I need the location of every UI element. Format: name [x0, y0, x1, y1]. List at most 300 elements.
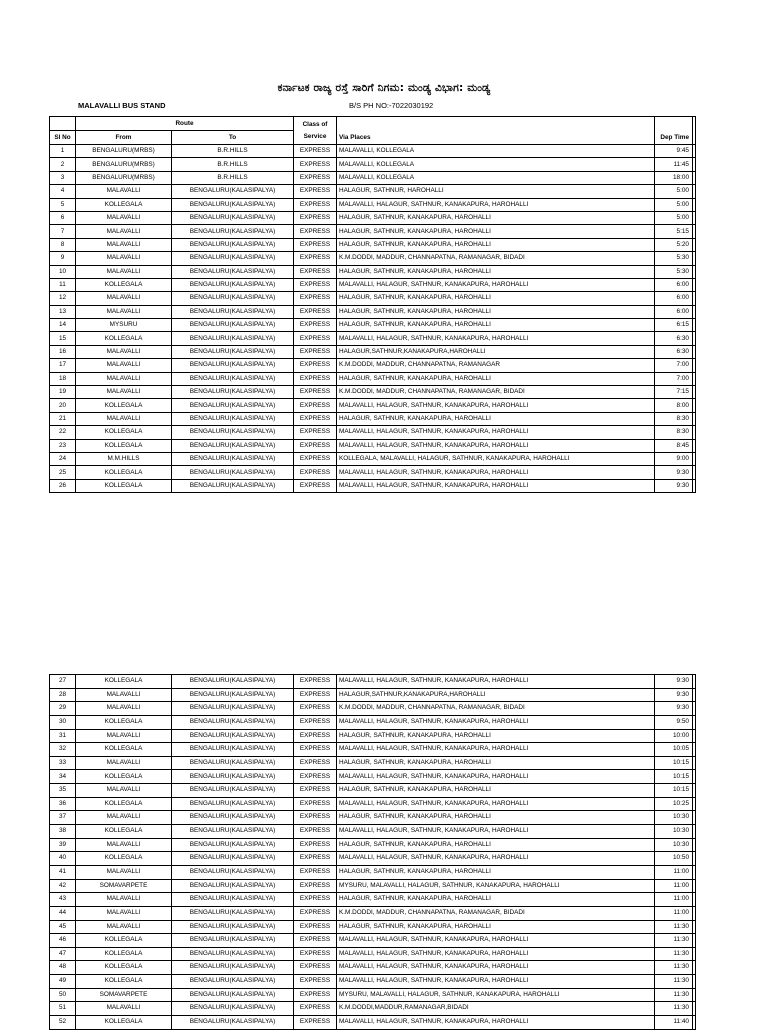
cell-sl: 13: [50, 305, 76, 318]
table-row: [50, 825, 696, 839]
cell-to: BENGALURU(KALASIPALYA): [172, 920, 294, 934]
table-row: [50, 252, 696, 265]
cell-to: BENGALURU(KALASIPALYA): [172, 238, 294, 251]
cell-via: MALAVALLI, KOLLEGALA: [337, 158, 655, 171]
cell-to: BENGALURU(KALASIPALYA): [172, 729, 294, 743]
cell-dep: 11:00: [655, 865, 693, 879]
table-row: [50, 452, 696, 465]
cell-from: KOLLEGALA: [76, 1016, 172, 1030]
cell-via: MALAVALLI, HALAGUR, SATHNUR, KANAKAPURA, HAROHALLI: [337, 479, 655, 492]
cell-edge: [693, 865, 696, 879]
cell-dep: 10:05: [655, 743, 693, 757]
table-row: [50, 278, 696, 291]
cell-to: BENGALURU(KALASIPALYA): [172, 756, 294, 770]
cell-cls: EXPRESS: [294, 185, 337, 198]
cell-to: BENGALURU(KALASIPALYA): [172, 797, 294, 811]
cell-edge: [693, 292, 696, 305]
cell-dep: 6:00: [655, 305, 693, 318]
cell-dep: 11:30: [655, 961, 693, 975]
cell-sl: 44: [50, 906, 76, 920]
header-route: Route: [76, 117, 294, 131]
cell-to: BENGALURU(KALASIPALYA): [172, 319, 294, 332]
cell-dep: 10:15: [655, 784, 693, 798]
cell-sl: 7: [50, 225, 76, 238]
cell-sl: 19: [50, 386, 76, 399]
cell-dep: 9:30: [655, 675, 693, 689]
table-row: [50, 770, 696, 784]
cell-from: MALAVALLI: [76, 386, 172, 399]
table-row: [50, 988, 696, 1002]
cell-edge: [693, 439, 696, 452]
cell-dep: 9:30: [655, 479, 693, 492]
cell-via: KOLLEGALA, MALAVALLI, HALAGUR, SATHNUR, KANAKAPURA, HAROHALLI: [337, 452, 655, 465]
cell-cls: EXPRESS: [294, 906, 337, 920]
header-sl: Sl No: [50, 131, 76, 145]
cell-via: HALAGUR,SATHNUR,KANAKAPURA,HAROHALLI: [337, 688, 655, 702]
cell-sl: 47: [50, 947, 76, 961]
cell-dep: 11:00: [655, 906, 693, 920]
cell-from: KOLLEGALA: [76, 439, 172, 452]
cell-edge: [693, 399, 696, 412]
cell-dep: 9:30: [655, 702, 693, 716]
cell-via: MALAVALLI, HALAGUR, SATHNUR, KANAKAPURA, HAROHALLI: [337, 1016, 655, 1030]
cell-from: MALAVALLI: [76, 1002, 172, 1016]
cell-edge: [693, 466, 696, 479]
cell-to: BENGALURU(KALASIPALYA): [172, 961, 294, 975]
table-row: [50, 412, 696, 425]
cell-dep: 10:25: [655, 797, 693, 811]
cell-to: BENGALURU(KALASIPALYA): [172, 825, 294, 839]
cell-sl: 35: [50, 784, 76, 798]
cell-sl: 17: [50, 359, 76, 372]
cell-via: MALAVALLI, KOLLEGALA: [337, 171, 655, 184]
cell-sl: 24: [50, 452, 76, 465]
cell-cls: EXPRESS: [294, 688, 337, 702]
cell-cls: EXPRESS: [294, 947, 337, 961]
cell-to: BENGALURU(KALASIPALYA): [172, 852, 294, 866]
cell-sl: 27: [50, 675, 76, 689]
cell-via: K.M.DODDI,MADDUR,RAMANAGAR,BIDADI: [337, 1002, 655, 1016]
table-row: [50, 479, 696, 492]
cell-edge: [693, 426, 696, 439]
cell-via: HALAGUR, SATHNUR, KANAKAPURA, HAROHALLI: [337, 265, 655, 278]
cell-cls: EXPRESS: [294, 1016, 337, 1030]
cell-sl: 50: [50, 988, 76, 1002]
cell-cls: EXPRESS: [294, 359, 337, 372]
cell-cls: EXPRESS: [294, 305, 337, 318]
cell-edge: [693, 211, 696, 224]
cell-from: KOLLEGALA: [76, 426, 172, 439]
table-row: [50, 947, 696, 961]
table-row: [50, 975, 696, 989]
cell-to: BENGALURU(KALASIPALYA): [172, 688, 294, 702]
cell-sl: 49: [50, 975, 76, 989]
cell-sl: 32: [50, 743, 76, 757]
cell-dep: 8:00: [655, 399, 693, 412]
cell-edge: [693, 688, 696, 702]
cell-sl: 52: [50, 1016, 76, 1030]
cell-dep: 10:50: [655, 852, 693, 866]
cell-sl: 43: [50, 893, 76, 907]
header-edge: [693, 117, 696, 145]
cell-from: BENGALURU(MRBS): [76, 158, 172, 171]
cell-from: MALAVALLI: [76, 211, 172, 224]
cell-dep: 9:45: [655, 145, 693, 158]
cell-cls: EXPRESS: [294, 466, 337, 479]
cell-to: BENGALURU(KALASIPALYA): [172, 452, 294, 465]
cell-to: BENGALURU(KALASIPALYA): [172, 292, 294, 305]
cell-to: BENGALURU(KALASIPALYA): [172, 386, 294, 399]
cell-sl: 11: [50, 278, 76, 291]
cell-dep: 9:00: [655, 452, 693, 465]
cell-via: MALAVALLI, HALAGUR, SATHNUR, KANAKAPURA, HAROHALLI: [337, 399, 655, 412]
cell-via: MALAVALLI, HALAGUR, SATHNUR, KANAKAPURA, HAROHALLI: [337, 797, 655, 811]
cell-dep: 10:00: [655, 729, 693, 743]
cell-to: BENGALURU(KALASIPALYA): [172, 906, 294, 920]
table-row: [50, 797, 696, 811]
cell-from: MALAVALLI: [76, 729, 172, 743]
cell-via: MALAVALLI, HALAGUR, SATHNUR, KANAKAPURA, HAROHALLI: [337, 934, 655, 948]
cell-to: BENGALURU(KALASIPALYA): [172, 743, 294, 757]
header-class-line2: Service: [303, 132, 327, 140]
cell-cls: EXPRESS: [294, 811, 337, 825]
cell-edge: [693, 412, 696, 425]
cell-sl: 16: [50, 345, 76, 358]
cell-via: HALAGUR, SATHNUR, KANAKAPURA, HAROHALLI: [337, 729, 655, 743]
cell-from: MALAVALLI: [76, 305, 172, 318]
table-row: [50, 466, 696, 479]
cell-edge: [693, 319, 696, 332]
cell-sl: 29: [50, 702, 76, 716]
table-row: [50, 372, 696, 385]
cell-to: BENGALURU(KALASIPALYA): [172, 934, 294, 948]
cell-sl: 2: [50, 158, 76, 171]
table-row: [50, 185, 696, 198]
cell-to: BENGALURU(KALASIPALYA): [172, 439, 294, 452]
cell-sl: 21: [50, 412, 76, 425]
cell-edge: [693, 238, 696, 251]
cell-from: KOLLEGALA: [76, 743, 172, 757]
cell-cls: EXPRESS: [294, 1002, 337, 1016]
cell-from: MALAVALLI: [76, 238, 172, 251]
cell-edge: [693, 158, 696, 171]
cell-edge: [693, 825, 696, 839]
cell-edge: [693, 906, 696, 920]
table-row: [50, 386, 696, 399]
cell-from: MALAVALLI: [76, 702, 172, 716]
cell-via: K.M.DODDI, MADDUR, CHANNAPATNA, RAMANAGAR, BIDADI: [337, 252, 655, 265]
table-row: [50, 743, 696, 757]
cell-dep: 7:00: [655, 359, 693, 372]
cell-from: MALAVALLI: [76, 865, 172, 879]
cell-via: MALAVALLI, HALAGUR, SATHNUR, KANAKAPURA, HAROHALLI: [337, 770, 655, 784]
cell-dep: 11:00: [655, 879, 693, 893]
cell-cls: EXPRESS: [294, 345, 337, 358]
cell-via: HALAGUR, SATHNUR, KANAKAPURA, HAROHALLI: [337, 225, 655, 238]
cell-from: BENGALURU(MRBS): [76, 171, 172, 184]
cell-via: MALAVALLI, HALAGUR, SATHNUR, KANAKAPURA, HAROHALLI: [337, 426, 655, 439]
cell-sl: 15: [50, 332, 76, 345]
cell-from: KOLLEGALA: [76, 332, 172, 345]
cell-dep: 6:00: [655, 278, 693, 291]
header-blank: [50, 117, 76, 131]
cell-to: B.R.HILLS: [172, 158, 294, 171]
cell-dep: 10:30: [655, 838, 693, 852]
cell-to: BENGALURU(KALASIPALYA): [172, 399, 294, 412]
cell-edge: [693, 1002, 696, 1016]
cell-sl: 14: [50, 319, 76, 332]
cell-to: BENGALURU(KALASIPALYA): [172, 252, 294, 265]
cell-via: K.M.DODDI, MADDUR, CHANNAPATNA, RAMANAGAR, BIDADI: [337, 702, 655, 716]
cell-from: KOLLEGALA: [76, 961, 172, 975]
table-row: [50, 838, 696, 852]
table-row: [50, 439, 696, 452]
cell-dep: 11:30: [655, 947, 693, 961]
cell-to: BENGALURU(KALASIPALYA): [172, 865, 294, 879]
table-row: [50, 893, 696, 907]
cell-dep: 5:00: [655, 185, 693, 198]
cell-to: BENGALURU(KALASIPALYA): [172, 345, 294, 358]
cell-to: B.R.HILLS: [172, 171, 294, 184]
cell-dep: 8:30: [655, 426, 693, 439]
cell-sl: 18: [50, 372, 76, 385]
cell-cls: EXPRESS: [294, 975, 337, 989]
cell-sl: 9: [50, 252, 76, 265]
cell-sl: 51: [50, 1002, 76, 1016]
cell-via: MALAVALLI, KOLLEGALA: [337, 145, 655, 158]
cell-to: BENGALURU(KALASIPALYA): [172, 1002, 294, 1016]
cell-sl: 26: [50, 479, 76, 492]
header-via-top: [337, 117, 655, 131]
cell-cls: EXPRESS: [294, 145, 337, 158]
cell-edge: [693, 359, 696, 372]
cell-via: HALAGUR, SATHNUR, HAROHALLI: [337, 185, 655, 198]
cell-sl: 12: [50, 292, 76, 305]
cell-to: BENGALURU(KALASIPALYA): [172, 675, 294, 689]
cell-cls: EXPRESS: [294, 292, 337, 305]
cell-to: BENGALURU(KALASIPALYA): [172, 372, 294, 385]
cell-via: MALAVALLI, HALAGUR, SATHNUR, KANAKAPURA, HAROHALLI: [337, 278, 655, 291]
table-row: [50, 715, 696, 729]
cell-dep: 6:00: [655, 292, 693, 305]
table-row: [50, 171, 696, 184]
cell-dep: 9:30: [655, 466, 693, 479]
header-from: From: [76, 131, 172, 145]
cell-to: BENGALURU(KALASIPALYA): [172, 702, 294, 716]
cell-edge: [693, 729, 696, 743]
cell-edge: [693, 675, 696, 689]
cell-via: MALAVALLI, HALAGUR, SATHNUR, KANAKAPURA, HAROHALLI: [337, 439, 655, 452]
cell-sl: 40: [50, 852, 76, 866]
cell-sl: 45: [50, 920, 76, 934]
cell-from: MALAVALLI: [76, 372, 172, 385]
cell-cls: EXPRESS: [294, 452, 337, 465]
cell-cls: EXPRESS: [294, 211, 337, 224]
cell-cls: EXPRESS: [294, 702, 337, 716]
cell-from: KOLLEGALA: [76, 715, 172, 729]
cell-sl: 5: [50, 198, 76, 211]
cell-to: BENGALURU(KALASIPALYA): [172, 838, 294, 852]
cell-cls: EXPRESS: [294, 426, 337, 439]
cell-edge: [693, 332, 696, 345]
cell-to: BENGALURU(KALASIPALYA): [172, 947, 294, 961]
table-row: [50, 158, 696, 171]
cell-edge: [693, 879, 696, 893]
cell-from: MALAVALLI: [76, 893, 172, 907]
cell-cls: EXPRESS: [294, 988, 337, 1002]
cell-sl: 42: [50, 879, 76, 893]
table-row: [50, 292, 696, 305]
cell-to: BENGALURU(KALASIPALYA): [172, 359, 294, 372]
cell-sl: 34: [50, 770, 76, 784]
cell-via: MALAVALLI, HALAGUR, SATHNUR, KANAKAPURA, HAROHALLI: [337, 961, 655, 975]
cell-via: MALAVALLI, HALAGUR, SATHNUR, KANAKAPURA, HAROHALLI: [337, 975, 655, 989]
cell-cls: EXPRESS: [294, 825, 337, 839]
cell-cls: EXPRESS: [294, 729, 337, 743]
cell-edge: [693, 372, 696, 385]
cell-edge: [693, 756, 696, 770]
header-dep: Dep Time: [655, 131, 693, 145]
table-row: [50, 920, 696, 934]
cell-via: HALAGUR, SATHNUR, KANAKAPURA, HAROHALLI: [337, 784, 655, 798]
cell-from: KOLLEGALA: [76, 198, 172, 211]
table-row: [50, 961, 696, 975]
cell-via: HALAGUR, SATHNUR, KANAKAPURA, HAROHALLI: [337, 920, 655, 934]
cell-dep: 10:30: [655, 811, 693, 825]
table-row: [50, 359, 696, 372]
phone-number: B/S PH NO:-7022030192: [349, 101, 434, 110]
cell-dep: 5:30: [655, 252, 693, 265]
cell-cls: EXPRESS: [294, 225, 337, 238]
cell-sl: 36: [50, 797, 76, 811]
cell-edge: [693, 947, 696, 961]
table-row: [50, 784, 696, 798]
cell-cls: EXPRESS: [294, 934, 337, 948]
cell-dep: 6:30: [655, 345, 693, 358]
cell-cls: EXPRESS: [294, 756, 337, 770]
cell-from: SOMAVARPETE: [76, 879, 172, 893]
cell-to: BENGALURU(KALASIPALYA): [172, 811, 294, 825]
cell-sl: 48: [50, 961, 76, 975]
cell-cls: EXPRESS: [294, 920, 337, 934]
table-row: [50, 332, 696, 345]
cell-edge: [693, 225, 696, 238]
cell-edge: [693, 797, 696, 811]
cell-edge: [693, 975, 696, 989]
cell-to: BENGALURU(KALASIPALYA): [172, 893, 294, 907]
cell-dep: 7:15: [655, 386, 693, 399]
cell-edge: [693, 479, 696, 492]
cell-sl: 3: [50, 171, 76, 184]
cell-edge: [693, 198, 696, 211]
cell-from: MALAVALLI: [76, 359, 172, 372]
cell-from: BENGALURU(MRBS): [76, 145, 172, 158]
cell-cls: EXPRESS: [294, 399, 337, 412]
table-row: [50, 399, 696, 412]
cell-to: BENGALURU(KALASIPALYA): [172, 332, 294, 345]
cell-cls: EXPRESS: [294, 171, 337, 184]
cell-cls: EXPRESS: [294, 797, 337, 811]
cell-sl: 39: [50, 838, 76, 852]
cell-dep: 9:30: [655, 688, 693, 702]
timetable-body-1: [50, 145, 696, 493]
cell-from: MALAVALLI: [76, 838, 172, 852]
cell-via: K.M.DODDI, MADDUR, CHANNAPATNA, RAMANAGAR, BIDADI: [337, 906, 655, 920]
cell-to: BENGALURU(KALASIPALYA): [172, 426, 294, 439]
cell-dep: 11:30: [655, 920, 693, 934]
cell-from: MALAVALLI: [76, 756, 172, 770]
cell-cls: EXPRESS: [294, 412, 337, 425]
cell-from: MALAVALLI: [76, 345, 172, 358]
cell-edge: [693, 702, 696, 716]
table-row: [50, 906, 696, 920]
cell-via: HALAGUR, SATHNUR, KANAKAPURA, HAROHALLI: [337, 838, 655, 852]
cell-cls: EXPRESS: [294, 319, 337, 332]
cell-dep: 10:30: [655, 825, 693, 839]
cell-cls: EXPRESS: [294, 278, 337, 291]
cell-dep: 5:30: [655, 265, 693, 278]
cell-from: MALAVALLI: [76, 688, 172, 702]
cell-sl: 20: [50, 399, 76, 412]
table-row: [50, 198, 696, 211]
cell-cls: EXPRESS: [294, 893, 337, 907]
cell-from: MALAVALLI: [76, 265, 172, 278]
cell-from: KOLLEGALA: [76, 479, 172, 492]
bus-stand-label: MALAVALLI BUS STAND: [78, 101, 166, 110]
cell-cls: EXPRESS: [294, 715, 337, 729]
cell-from: MALAVALLI: [76, 784, 172, 798]
table-row: [50, 675, 696, 689]
cell-via: HALAGUR, SATHNUR, KANAKAPURA, HAROHALLI: [337, 319, 655, 332]
cell-edge: [693, 838, 696, 852]
cell-cls: EXPRESS: [294, 838, 337, 852]
cell-dep: 5:00: [655, 198, 693, 211]
cell-edge: [693, 386, 696, 399]
cell-dep: 7:00: [655, 372, 693, 385]
cell-from: MALAVALLI: [76, 292, 172, 305]
cell-edge: [693, 278, 696, 291]
cell-to: BENGALURU(KALASIPALYA): [172, 225, 294, 238]
cell-dep: 9:50: [655, 715, 693, 729]
cell-via: HALAGUR, SATHNUR, KANAKAPURA, HAROHALLI: [337, 893, 655, 907]
cell-cls: EXPRESS: [294, 238, 337, 251]
table-row: [50, 811, 696, 825]
cell-edge: [693, 961, 696, 975]
cell-to: BENGALURU(KALASIPALYA): [172, 278, 294, 291]
table-row: [50, 345, 696, 358]
cell-dep: 11:30: [655, 988, 693, 1002]
table-row: [50, 1016, 696, 1030]
table-row: [50, 211, 696, 224]
table-row: [50, 145, 696, 158]
cell-to: BENGALURU(KALASIPALYA): [172, 975, 294, 989]
cell-to: BENGALURU(KALASIPALYA): [172, 770, 294, 784]
table-row: [50, 1002, 696, 1016]
cell-sl: 6: [50, 211, 76, 224]
table-row: [50, 702, 696, 716]
cell-sl: 1: [50, 145, 76, 158]
cell-to: BENGALURU(KALASIPALYA): [172, 185, 294, 198]
cell-edge: [693, 305, 696, 318]
table-row: [50, 426, 696, 439]
cell-sl: 41: [50, 865, 76, 879]
cell-from: MALAVALLI: [76, 185, 172, 198]
table-row: [50, 865, 696, 879]
cell-via: MALAVALLI, HALAGUR, SATHNUR, KANAKAPURA, HAROHALLI: [337, 715, 655, 729]
cell-from: MALAVALLI: [76, 906, 172, 920]
cell-dep: 5:20: [655, 238, 693, 251]
cell-via: HALAGUR, SATHNUR, KANAKAPURA, HAROHALLI: [337, 372, 655, 385]
